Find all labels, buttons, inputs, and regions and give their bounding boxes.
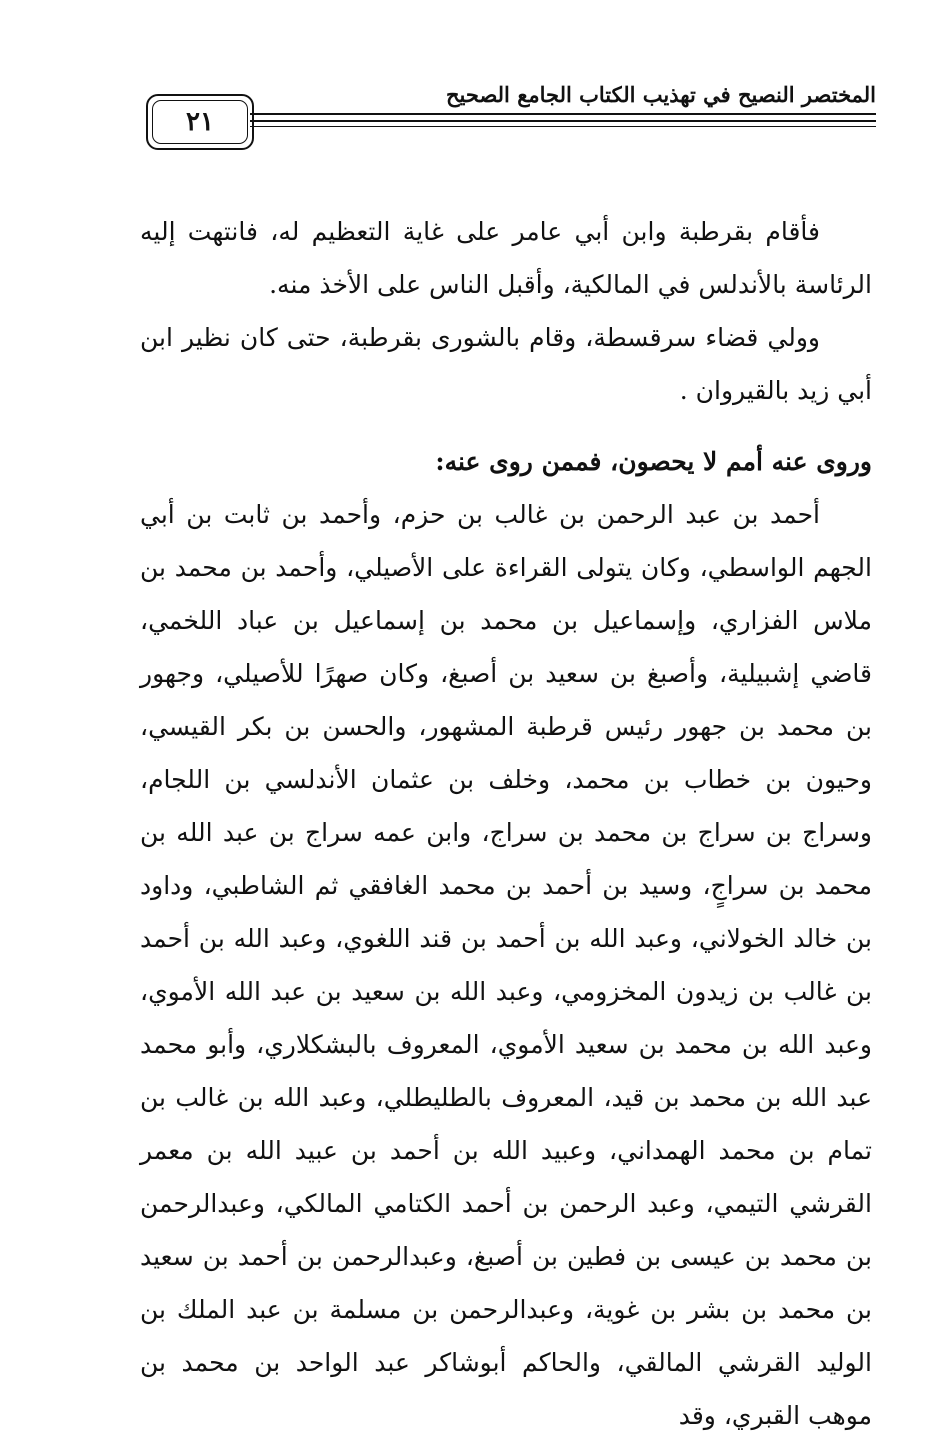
- header-rule-middle: [250, 120, 876, 122]
- header-rule-thick: [250, 113, 876, 115]
- page-header: [146, 82, 876, 154]
- paragraph-narrators-intro: وروى عنه أمم لا يحصون، فممن روى عنه:: [435, 447, 872, 476]
- page-body: [140, 205, 872, 1442]
- paragraph-2: وولي قضاء سرقسطة، وقام بالشورى بقرطبة، حتى كان نظير ابن أبي زيد بالقيروان .: [140, 323, 872, 405]
- page-number: ٢١: [186, 107, 214, 137]
- header-rule-thin: [250, 126, 876, 127]
- paragraph-narrators-list: أحمد بن عبد الرحمن بن غالب بن حزم، وأحمد بن ثابت بن أبي الجهم الواسطي، وكان يتولى القراءة على الأصيلي، وأحمد بن محمد بن ملاس الفزاري، وإسماعيل بن محمد بن إسماعيل بن عباد اللخمي، قاضي إشبيلية، وأصبغ بن سعيد بن أصبغ، وكان صهرًا للأصيلي، وجهور بن محمد بن جهور رئيس قرطبة المشهور، والحسن بن بكر القيسي، وحيون بن خطاب بن محمد، وخلف بن عثمان الأندلسي بن اللجام، وسراج بن سراج بن محمد بن سراج، وابن عمه سراج بن عبد الله بن محمد بن سراجٍ، وسيد بن أحمد بن محمد الغافقي ثم الشاطبي، وداود بن خالد الخولاني، وعبد الله بن أحمد بن قند اللغوي، وعبد الله بن أحمد بن غالب بن زيدون المخزومي، وعبد الله بن سعيد بن عبد الله الأموي، وعبد الله بن محمد بن سعيد الأموي، المعروف بالبشكلاري، وأبو محمد عبد الله بن محمد بن قيد، المعروف بالطليطلي، وعبد الله بن غالب بن تمام بن محمد الهمداني، وعبيد الله بن أحمد بن عبيد الله بن معمر القرشي التيمي، وعبد الرحمن بن أحمد الكتامي المالكي، وعبدالرحمن بن محمد بن عيسى بن فطين بن أصبغ، وعبدالرحمن بن أحمد بن سعيد بن محمد بن بشر بن غوية، وعبدالرحمن بن مسلمة بن عبد الملك بن الوليد القرشي المالقي، والحاكم أبوشاكر عبد الواحد بن محمد بن موهب القبري، وقد: [140, 500, 872, 1430]
- running-title: المختصر النصيح في تهذيب الكتاب الجامع الصحيح: [446, 82, 876, 107]
- paragraph-1: فأقام بقرطبة وابن أبي عامر على غاية التعظيم له، فانتهت إليه الرئاسة بالأندلس في المالكية، وأقبل الناس على الأخذ منه.: [140, 217, 872, 299]
- page-number-box: [146, 94, 254, 150]
